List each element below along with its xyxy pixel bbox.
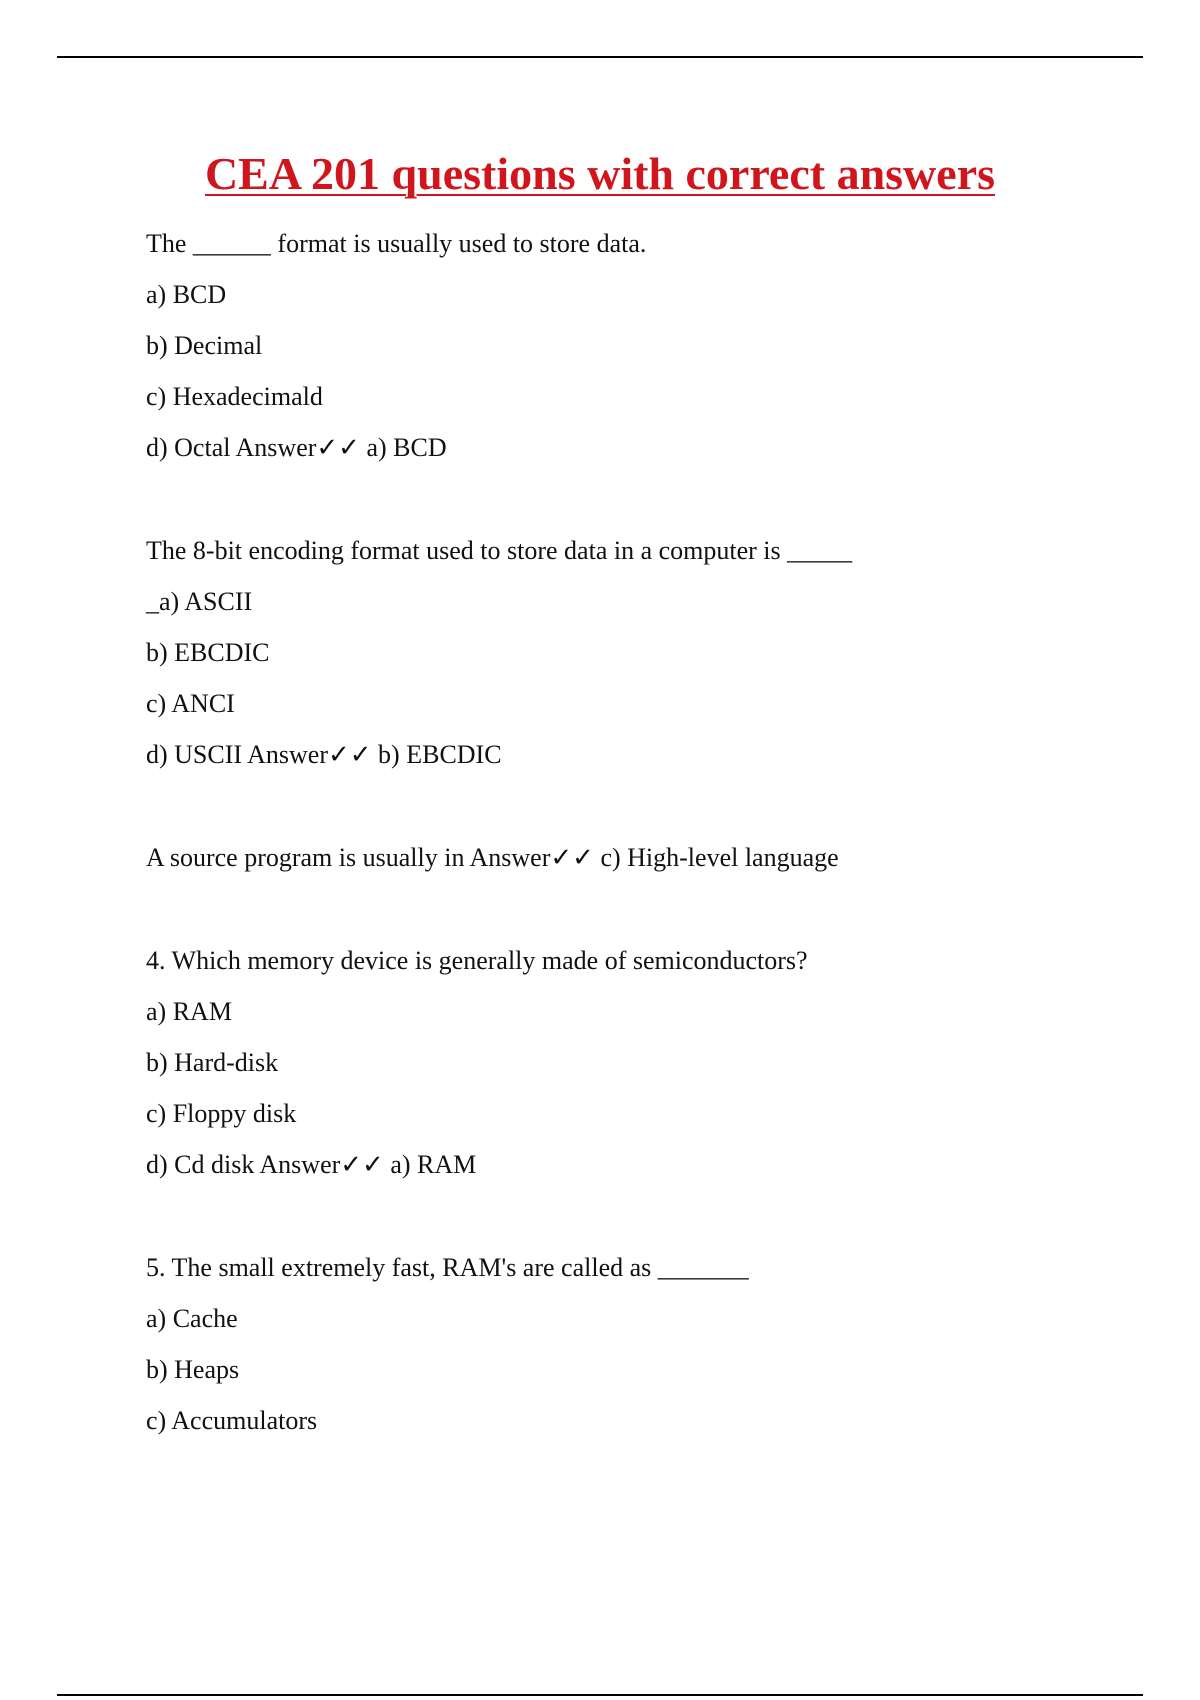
q4-question: 4. Which memory device is generally made of semiconductors? (146, 946, 808, 975)
footer-rule (57, 1694, 1143, 1696)
q2-option-a: _a) ASCII (146, 587, 253, 616)
q4-option-d-answer: d) Cd disk Answer✓✓ a) RAM (146, 1150, 477, 1179)
q1-option-d-answer: d) Octal Answer✓✓ a) BCD (146, 433, 447, 462)
q5-option-b: b) Heaps (146, 1355, 240, 1384)
document-title: CEA 201 questions with correct answers (204, 148, 996, 199)
q4-option-a: a) RAM (146, 997, 232, 1026)
spacer (146, 780, 1146, 832)
q5-option-c: c) Accumulators (146, 1406, 318, 1435)
q2-option-d-answer: d) USCII Answer✓✓ b) EBCDIC (146, 740, 502, 769)
q1-option-a: a) BCD (146, 280, 227, 309)
spacer (146, 473, 1146, 525)
q4-option-b: b) Hard-disk (146, 1048, 279, 1077)
q3-question-answer: A source program is usually in Answer✓✓ c) High-level language (146, 843, 839, 872)
spacer (146, 1190, 1146, 1242)
q1-option-b: b) Decimal (146, 331, 263, 360)
q1-option-c: c) Hexadecimald (146, 382, 323, 411)
q5-question: 5. The small extremely fast, RAM's are called as _______ (146, 1253, 749, 1282)
q2-option-b: b) EBCDIC (146, 638, 270, 667)
spacer (146, 883, 1146, 935)
q4-option-c: c) Floppy disk (146, 1099, 297, 1128)
header-rule (57, 56, 1143, 58)
q5-option-a: a) Cache (146, 1304, 238, 1333)
q2-question: The 8-bit encoding format used to store data in a computer is _____ (146, 536, 853, 565)
q1-question: The ______ format is usually used to store data. (146, 229, 647, 258)
q2-option-c: c) ANCI (146, 689, 235, 718)
question-list (146, 218, 1146, 1446)
